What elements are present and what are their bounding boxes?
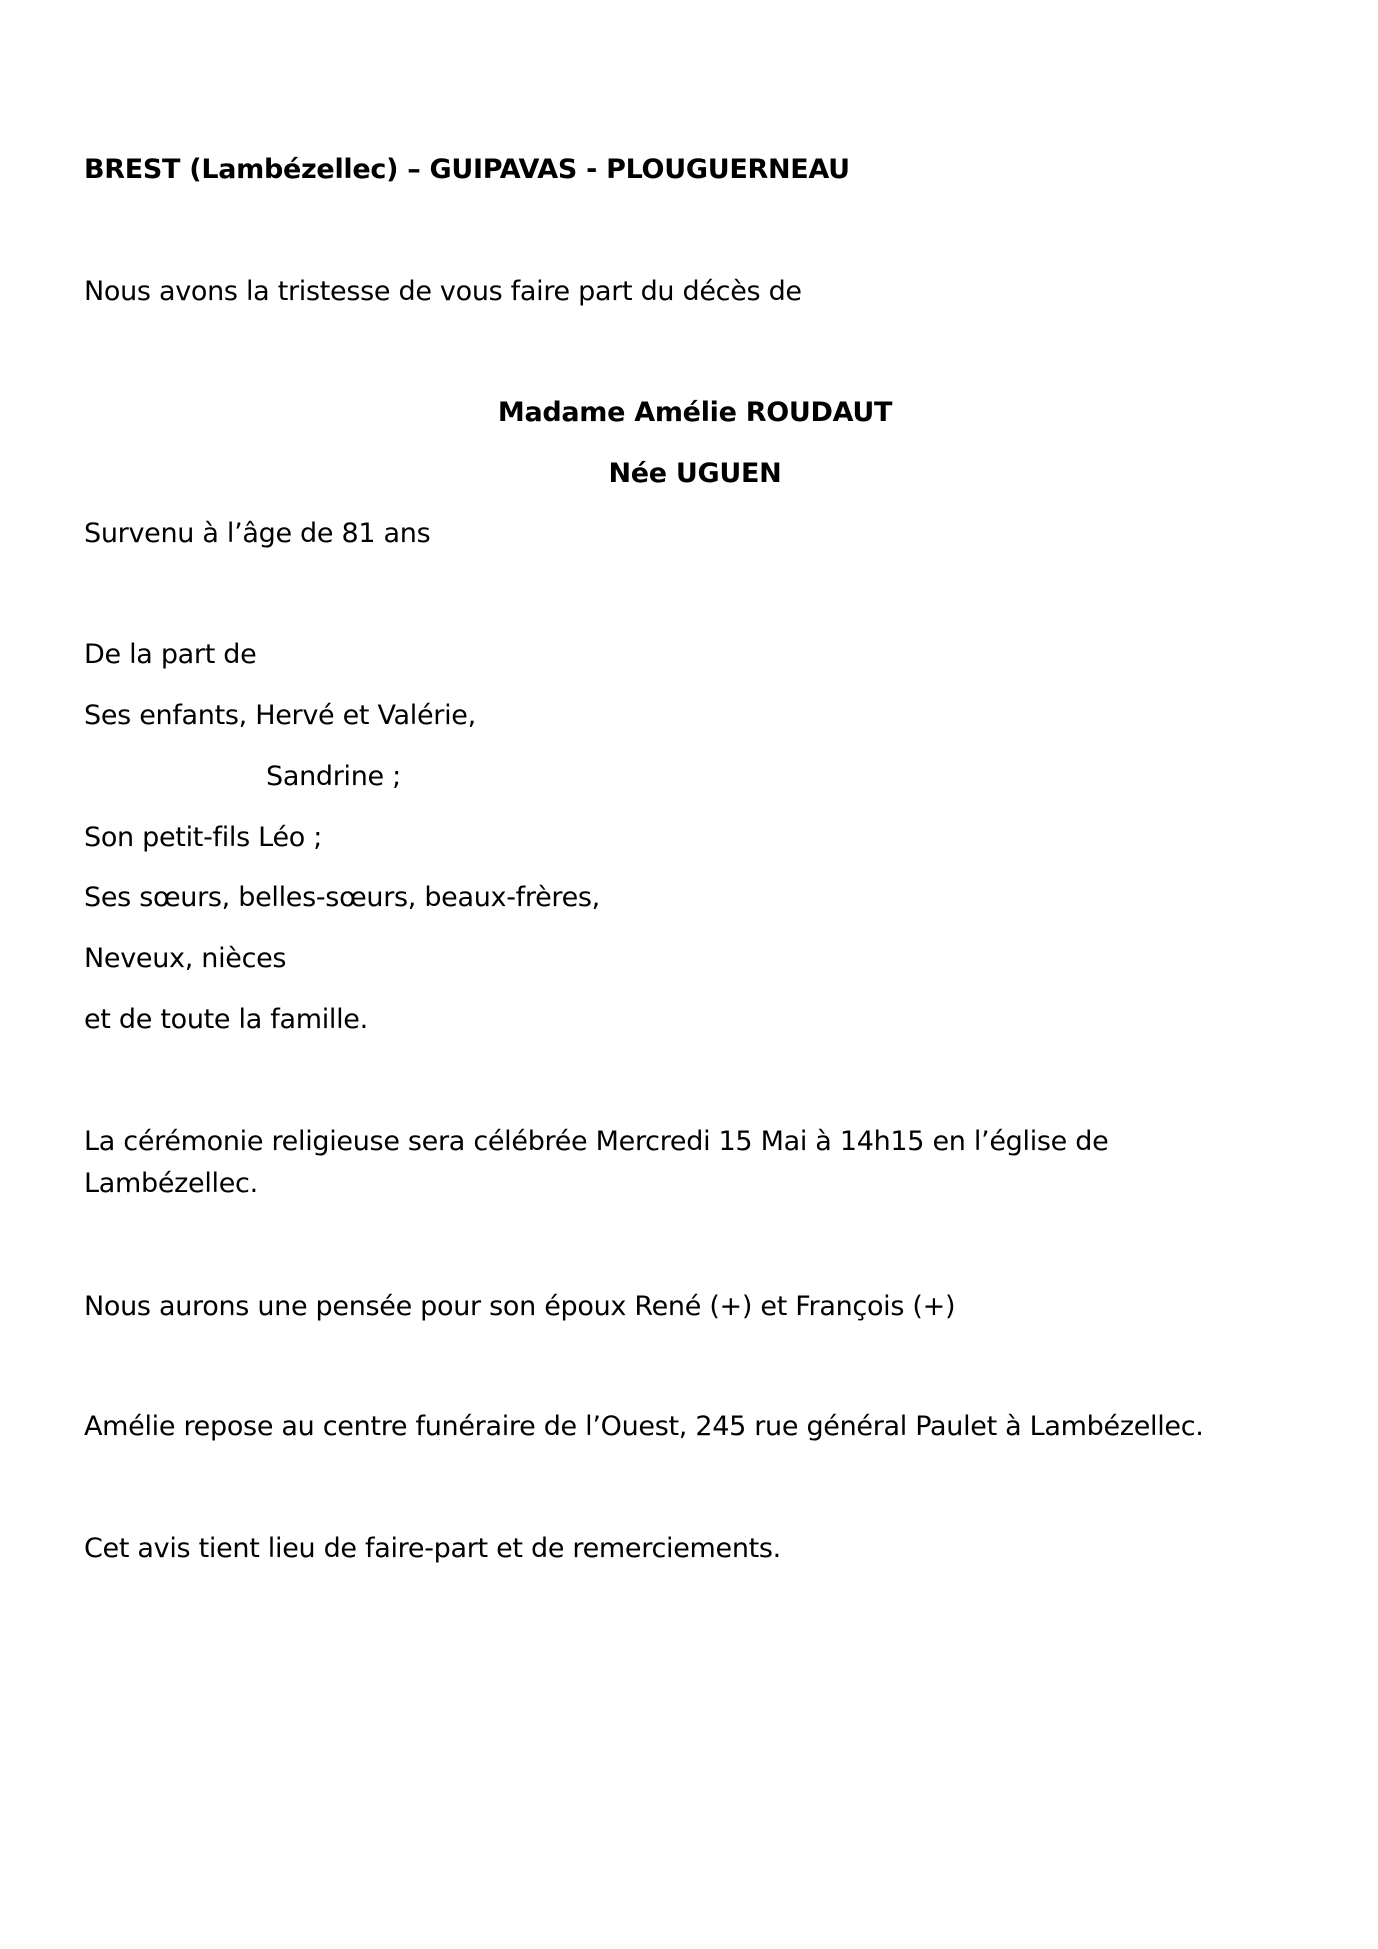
family-children: Ses enfants, Hervé et Valérie, xyxy=(84,700,476,731)
ceremony-line-2: Lambézellec. xyxy=(84,1168,258,1199)
rest-place-text: Amélie repose au centre funéraire de l’Ouest, 245 rue général Paulet à Lambézellec. xyxy=(84,1411,1204,1442)
family-nephews: Neveux, nièces xyxy=(84,943,287,974)
family-all: et de toute la famille. xyxy=(84,1004,368,1035)
ceremony-line-1: La cérémonie religieuse sera célébrée Mercredi 15 Mai à 14h15 en l’église de xyxy=(84,1126,1109,1157)
maiden-name: Née UGUEN xyxy=(608,458,782,489)
header-locations: BREST (Lambézellec) – GUIPAVAS - PLOUGUERNEAU xyxy=(84,154,850,185)
family-grandson: Son petit-fils Léo ; xyxy=(84,822,323,853)
family-intro: De la part de xyxy=(84,639,257,670)
closing-text: Cet avis tient lieu de faire-part et de remerciements. xyxy=(84,1533,781,1564)
family-children-cont: Sandrine ; xyxy=(266,761,401,792)
deceased-name: Madame Amélie ROUDAUT xyxy=(497,397,893,428)
remembrance-text: Nous aurons une pensée pour son époux René (+) et François (+) xyxy=(84,1291,956,1322)
age-line: Survenu à l’âge de 81 ans xyxy=(84,518,431,549)
intro-text: Nous avons la tristesse de vous faire part du décès de xyxy=(84,276,802,307)
family-siblings: Ses sœurs, belles-sœurs, beaux-frères, xyxy=(84,882,600,913)
